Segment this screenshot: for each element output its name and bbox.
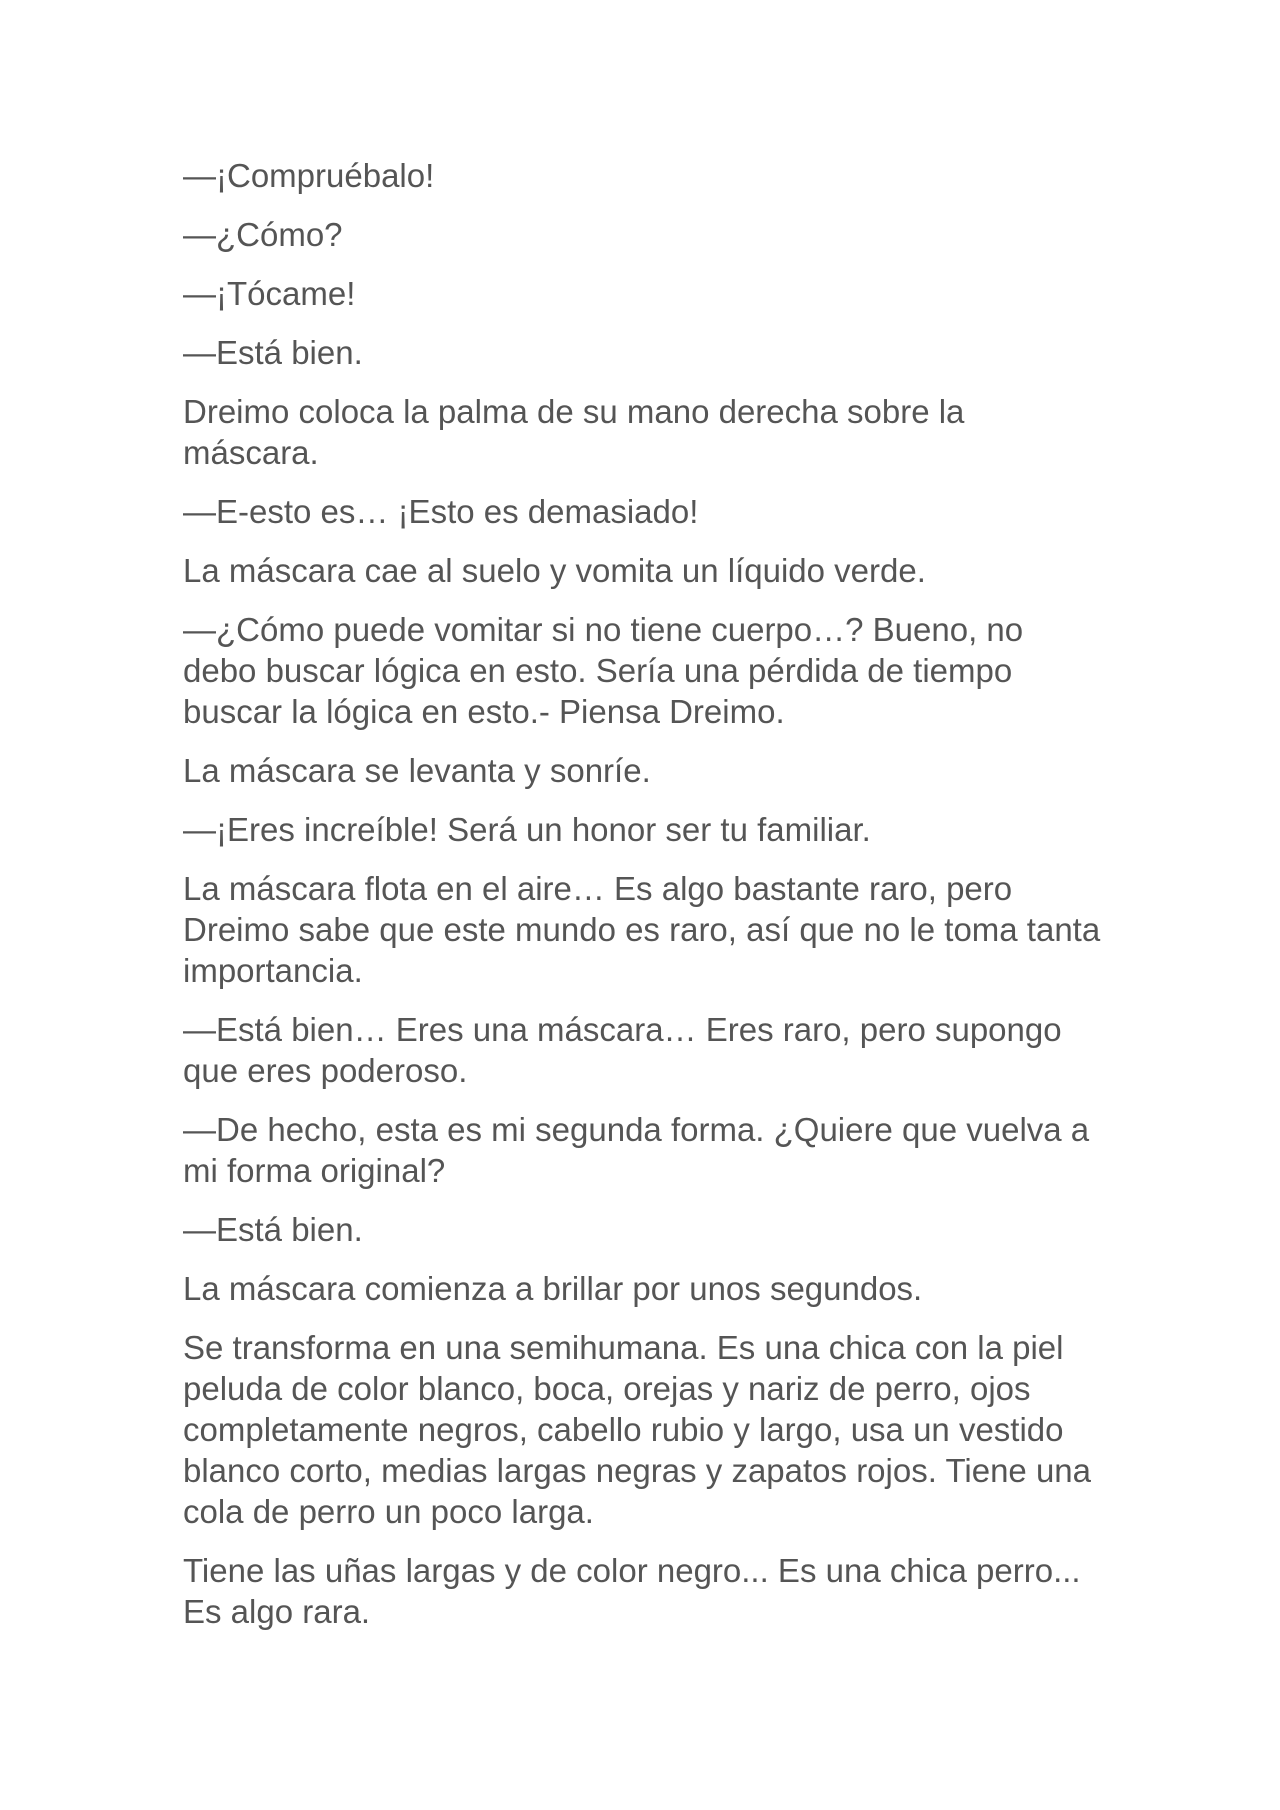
paragraph: —¡Tócame! bbox=[183, 275, 356, 312]
document-page bbox=[183, 155, 1103, 1650]
paragraph: —¡Compruébalo! bbox=[183, 157, 435, 194]
paragraph: —¡Eres increíble! Será un honor ser tu familiar. bbox=[183, 811, 871, 848]
paragraph: —¿Cómo? bbox=[183, 216, 343, 253]
paragraph: —¿Cómo puede vomitar si no tiene cuerpo…? Bueno, no debo buscar lógica en esto. Sería una pérdida de tiempo buscar la lógica en esto.- Piensa Dreimo. bbox=[183, 611, 1024, 730]
paragraph: La máscara flota en el aire… Es algo bastante raro, pero Dreimo sabe que este mundo es raro, así que no le toma tanta importancia. bbox=[183, 870, 1101, 989]
paragraph: —Está bien. bbox=[183, 334, 363, 371]
paragraph: La máscara cae al suelo y vomita un líquido verde. bbox=[183, 552, 926, 589]
paragraph: —E-esto es… ¡Esto es demasiado! bbox=[183, 493, 699, 530]
paragraph: La máscara se levanta y sonríe. bbox=[183, 752, 651, 789]
paragraph: Tiene las uñas largas y de color negro... Es una chica perro... Es algo rara. bbox=[183, 1552, 1081, 1630]
paragraph: Se transforma en una semihumana. Es una chica con la piel peluda de color blanco, boca, orejas y nariz de perro, ojos completamente negros, cabello rubio y largo, usa un vestido blanco corto, medias largas negras y zapatos rojos. Tiene una cola de perro un poco larga. bbox=[183, 1329, 1092, 1530]
paragraph: —De hecho, esta es mi segunda forma. ¿Quiere que vuelva a mi forma original? bbox=[183, 1111, 1090, 1189]
paragraph: —Está bien… Eres una máscara… Eres raro, pero supongo que eres poderoso. bbox=[183, 1011, 1062, 1089]
paragraph: La máscara comienza a brillar por unos segundos. bbox=[183, 1270, 923, 1307]
paragraph: Dreimo coloca la palma de su mano derecha sobre la máscara. bbox=[183, 393, 965, 471]
paragraph: —Está bien. bbox=[183, 1211, 363, 1248]
